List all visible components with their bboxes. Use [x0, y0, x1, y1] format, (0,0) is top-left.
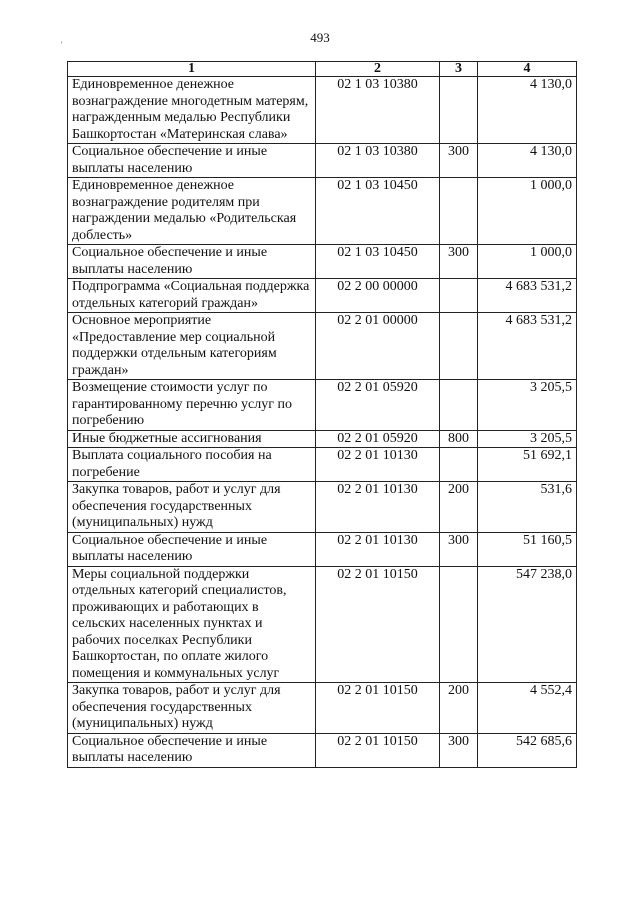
row-name: Выплата социального пособия на погребение	[68, 448, 316, 482]
row-type	[440, 77, 478, 144]
table-row	[68, 380, 577, 431]
row-type	[440, 313, 478, 380]
row-type: 300	[440, 245, 478, 279]
row-name: Закупка товаров, работ и услуг для обеспечения государственных (муниципальных) нужд	[68, 482, 316, 533]
row-name: Возмещение стоимости услуг по гарантированному перечню услуг по погребению	[68, 380, 316, 431]
row-amount: 1 000,0	[478, 245, 577, 279]
row-name: Единовременное денежное вознаграждение родителям при награждении медалью «Родительская доблесть»	[68, 178, 316, 245]
table-row	[68, 532, 577, 566]
row-amount: 4 683 531,2	[478, 279, 577, 313]
row-code: 02 2 01 10150	[316, 683, 440, 734]
row-type	[440, 566, 478, 683]
row-amount: 4 552,4	[478, 683, 577, 734]
column-header-1: 1	[68, 62, 316, 77]
row-amount: 4 130,0	[478, 144, 577, 178]
row-code: 02 2 00 00000	[316, 279, 440, 313]
row-amount: 547 238,0	[478, 566, 577, 683]
row-amount: 4 683 531,2	[478, 313, 577, 380]
row-type: 200	[440, 482, 478, 533]
row-code: 02 1 03 10450	[316, 245, 440, 279]
row-code: 02 2 01 05920	[316, 430, 440, 448]
row-type: 300	[440, 144, 478, 178]
row-amount: 51 692,1	[478, 448, 577, 482]
row-amount: 3 205,5	[478, 430, 577, 448]
row-code: 02 2 01 00000	[316, 313, 440, 380]
row-code: 02 2 01 10130	[316, 532, 440, 566]
row-amount: 3 205,5	[478, 380, 577, 431]
row-name: Основное мероприятие «Предоставление мер социальной поддержки отдельным категориям граждан»	[68, 313, 316, 380]
margin-mark: '	[61, 40, 63, 50]
table-row	[68, 733, 577, 767]
row-type	[440, 279, 478, 313]
row-code: 02 2 01 05920	[316, 380, 440, 431]
row-type	[440, 448, 478, 482]
row-type: 300	[440, 532, 478, 566]
row-name: Закупка товаров, работ и услуг для обеспечения государственных (муниципальных) нужд	[68, 683, 316, 734]
row-type	[440, 380, 478, 431]
row-type: 800	[440, 430, 478, 448]
table-row	[68, 77, 577, 144]
row-name: Единовременное денежное вознаграждение многодетным матерям, награжденным медалью Республики Башкортостан «Материнская слава»	[68, 77, 316, 144]
row-amount: 4 130,0	[478, 77, 577, 144]
table-row	[68, 279, 577, 313]
row-code: 02 2 01 10150	[316, 733, 440, 767]
row-amount: 542 685,6	[478, 733, 577, 767]
column-header-2: 2	[316, 62, 440, 77]
page-number: 493	[310, 30, 330, 45]
row-name: Социальное обеспечение и иные выплаты населению	[68, 733, 316, 767]
table-row	[68, 683, 577, 734]
table-header-row	[68, 62, 577, 77]
row-amount: 51 160,5	[478, 532, 577, 566]
column-header-4: 4	[478, 62, 577, 77]
table-row	[68, 448, 577, 482]
row-type: 200	[440, 683, 478, 734]
table-row	[68, 144, 577, 178]
row-name: Подпрограмма «Социальная поддержка отдельных категорий граждан»	[68, 279, 316, 313]
row-name: Социальное обеспечение и иные выплаты населению	[68, 144, 316, 178]
row-amount: 1 000,0	[478, 178, 577, 245]
table-row	[68, 430, 577, 448]
budget-table	[67, 61, 577, 768]
row-code: 02 2 01 10150	[316, 566, 440, 683]
row-type	[440, 178, 478, 245]
row-code: 02 2 01 10130	[316, 448, 440, 482]
row-name: Иные бюджетные ассигнования	[68, 430, 316, 448]
table-row	[68, 245, 577, 279]
row-code: 02 2 01 10130	[316, 482, 440, 533]
row-code: 02 1 03 10380	[316, 144, 440, 178]
column-header-3: 3	[440, 62, 478, 77]
row-name: Меры социальной поддержки отдельных категорий специалистов, проживающих и работающих в сельских населенных пунктах и рабочих поселках Республики Башкортостан, по оплате жилого помещения и коммунальных услуг	[68, 566, 316, 683]
row-code: 02 1 03 10450	[316, 178, 440, 245]
row-type: 300	[440, 733, 478, 767]
row-name: Социальное обеспечение и иные выплаты населению	[68, 532, 316, 566]
table-row	[68, 313, 577, 380]
table-row	[68, 566, 577, 683]
row-name: Социальное обеспечение и иные выплаты населению	[68, 245, 316, 279]
table-row	[68, 482, 577, 533]
table-row	[68, 178, 577, 245]
row-amount: 531,6	[478, 482, 577, 533]
row-code: 02 1 03 10380	[316, 77, 440, 144]
